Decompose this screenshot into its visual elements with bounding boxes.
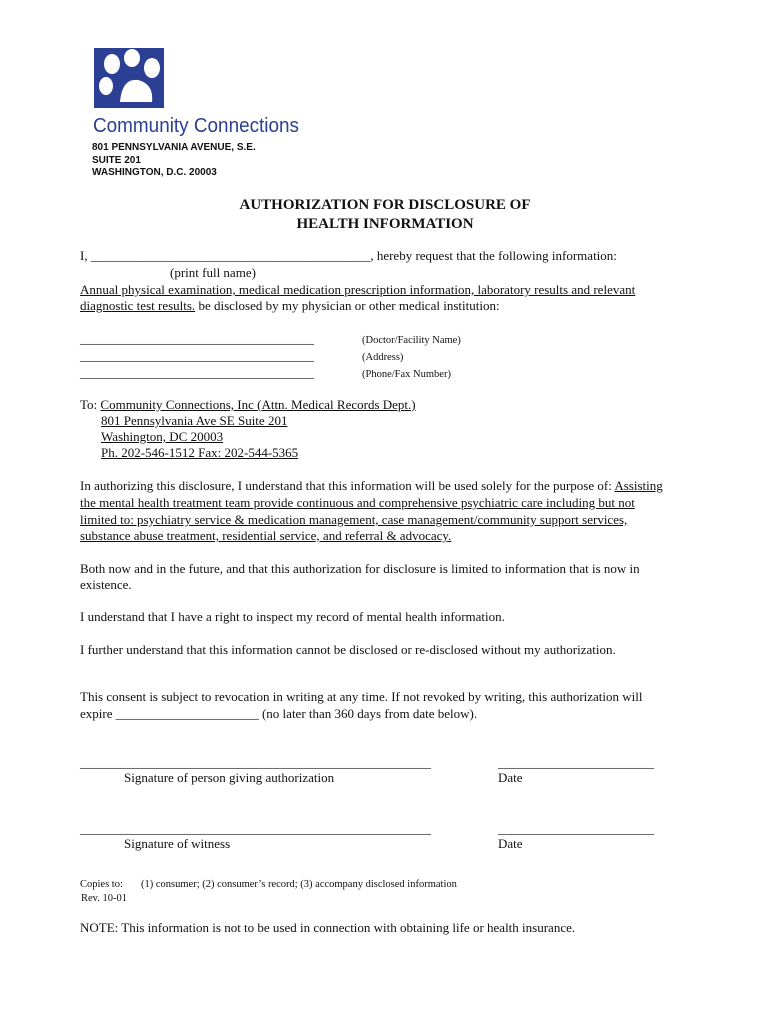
phone-fax-label: (Phone/Fax Number) [362,369,451,380]
requested-info-line-2 [80,298,500,315]
revocation-paragraph-line-1: This consent is subject to revocation in writing at any time. If not revoked by writing, this authorization will [80,689,643,704]
form-title [0,196,770,234]
requested-info-suffix: be disclosed by my physician or other medical institution: [195,298,500,313]
phone-fax-field[interactable]: ____________________________________ [80,365,314,380]
copies-distribution: (1) consumer; (2) consumer’s record; (3) accompany disclosed information [141,879,457,890]
inspect-paragraph: I understand that I have a right to inspect my record of mental health information. [80,609,505,624]
organization-address [92,142,256,180]
purpose-line-4: substance abuse treatment, residential service, and referral & advocacy. [80,528,452,543]
consumer-date-label: Date [498,770,523,785]
revision-number: Rev. 10-01 [81,893,127,904]
witness-date-label: Date [498,836,523,851]
recipient-street: 801 Pennsylvania Ave SE Suite 201 [101,413,288,428]
doctor-facility-name-field[interactable]: ____________________________________ [80,331,314,346]
title-line-2: HEALTH INFORMATION [296,216,474,232]
requested-info-line: Annual physical examination, medical medication prescription information, laboratory results and relevant [80,282,636,297]
request-statement: I, ___________________________________________, hereby request that the following information: [80,248,617,263]
redisclose-paragraph: I further understand that this information cannot be disclosed or re-disclosed without my authorization. [80,642,616,657]
purpose-start: Assisting [614,478,663,493]
purpose-intro: In authorizing this disclosure, I understand that this information will be used solely for the purpose of: [80,478,615,493]
recipient-organization: Community Connections, Inc (Attn. Medical Records Dept.) [100,397,416,412]
recipient-prefix: To: [80,397,101,412]
consumer-signature-field[interactable]: ______________________________________________________ [80,755,431,770]
purpose-line-2: the mental health treatment team provide continuous and comprehensive psychiatric care including but not [80,495,635,510]
doctor-facility-name-label: (Doctor/Facility Name) [362,335,461,346]
scope-paragraph-line-1: Both now and in the future, and that this authorization for disclosure is limited to information that is now in [80,561,640,576]
consumer-date-field[interactable]: ________________________ [498,755,654,770]
recipient-phone: Ph. 202-546-1512 Fax: 202-544-5365 [101,445,299,460]
address-label: (Address) [362,352,404,363]
purpose-line-3: limited to: psychiatry service & medication management, case management/community support services, [80,512,628,527]
address-line: SUITE 201 [92,154,141,166]
title-line-1: AUTHORIZATION FOR DISCLOSURE OF [239,197,531,213]
witness-signature-field[interactable]: ______________________________________________________ [80,821,431,836]
address-field[interactable]: ____________________________________ [80,348,314,363]
consumer-signature-label: Signature of person giving authorization [124,770,335,785]
svg-text:Community Connections: Community Connections [93,115,299,137]
recipient-line [80,397,416,414]
witness-signature-label: Signature of witness [124,836,231,851]
print-name-caption: (print full name) [170,265,256,280]
insurance-note: NOTE: This information is not to be used in connection with obtaining life or health insurance. [80,920,576,935]
requested-info-text: diagnostic test results. [80,298,196,313]
address-line: WASHINGTON, D.C. 20003 [92,167,217,178]
expiration-field[interactable]: expire ______________________ (no later than 360 days from date below). [80,706,478,721]
community-connections-logo [92,46,302,141]
scope-paragraph-line-2: existence. [80,577,132,592]
recipient-city: Washington, DC 20003 [101,429,224,444]
paw-print-icon [92,46,302,141]
purpose-line-1 [80,478,663,495]
address-line: 801 PENNSYLVANIA AVENUE, S.E. [92,142,256,153]
copies-label: Copies to: [80,879,123,890]
witness-date-field[interactable]: ________________________ [498,821,654,836]
